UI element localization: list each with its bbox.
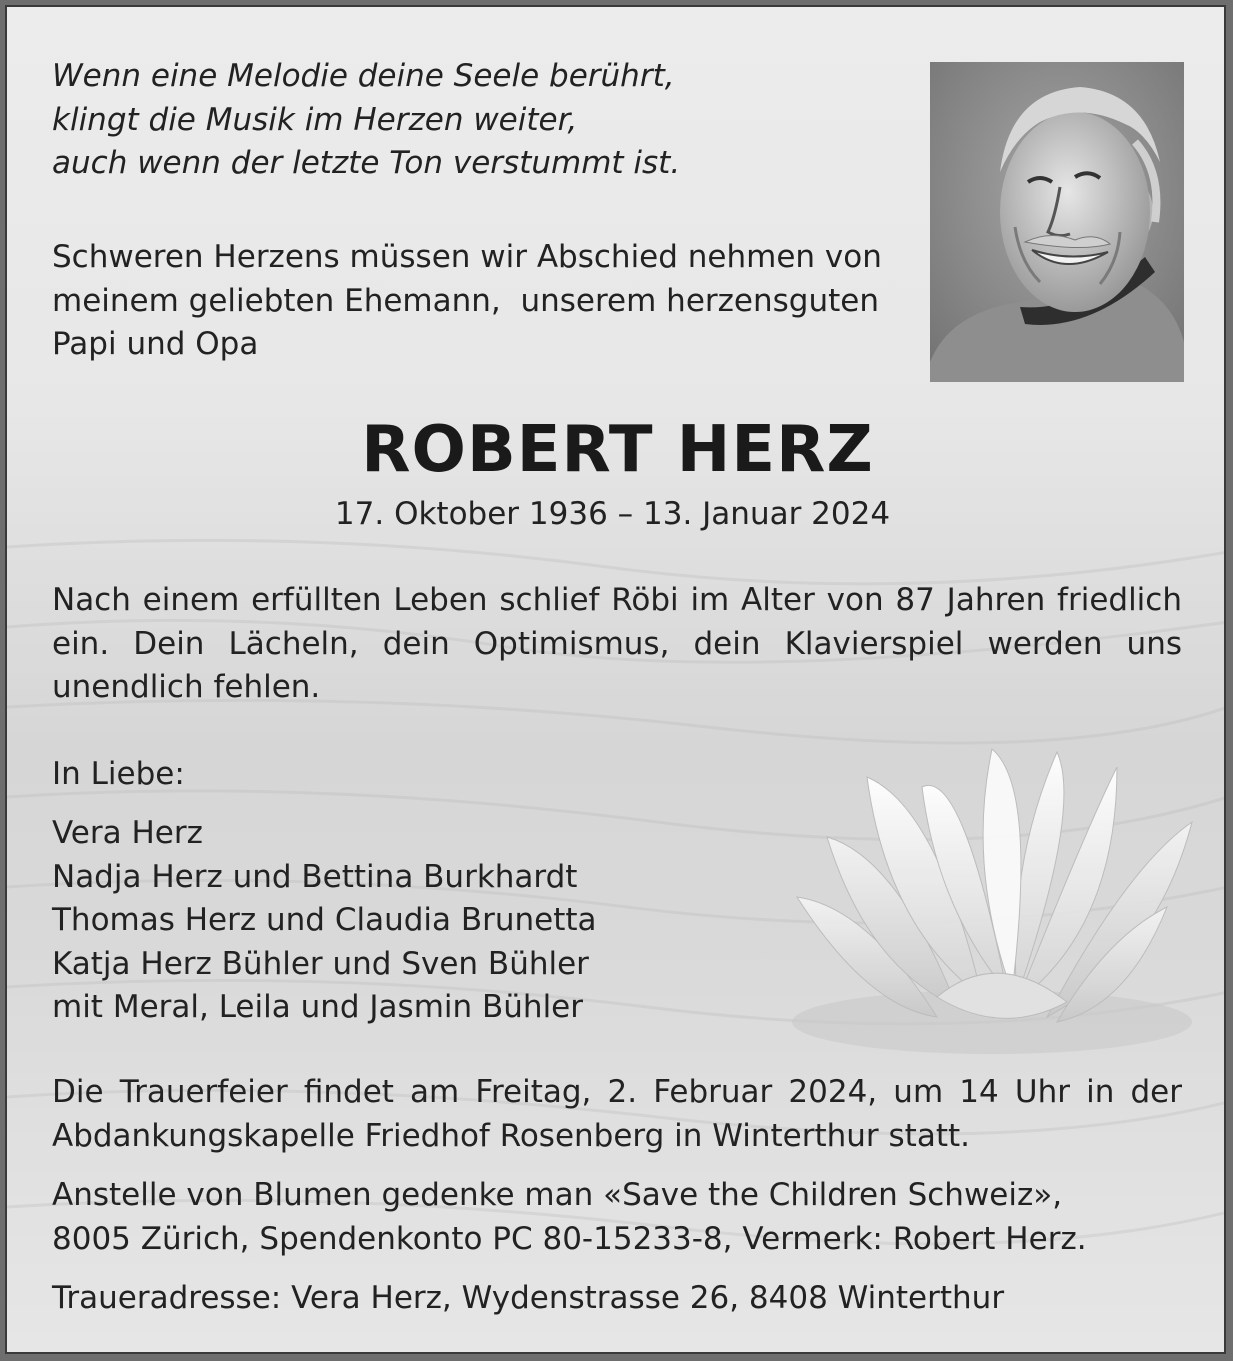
list-item: Thomas Herz und Claudia Brunetta bbox=[52, 902, 597, 938]
intro-line: meinem geliebten Ehemann, unserem herzensguten bbox=[52, 282, 879, 319]
poem-line: klingt die Musik im Herzen weiter, bbox=[52, 101, 578, 138]
obituary-card bbox=[5, 5, 1226, 1354]
deceased-name: ROBERT HERZ bbox=[361, 413, 874, 487]
farewell-paragraph: Nach einem erfüllten Leben schlief Röbi im Alter von 87 Jahren friedlich ein. Dein Lächeln, dein Optimismus, dein Klavierspiel werden uns unendlich fehlen. bbox=[52, 582, 1182, 705]
donation-paragraph bbox=[52, 1174, 1087, 1261]
list-item: Katja Herz Bühler und Sven Bühler bbox=[52, 945, 589, 982]
portrait-photo bbox=[930, 62, 1184, 382]
intro-text bbox=[52, 236, 882, 367]
ceremony-paragraph: Die Trauerfeier findet am Freitag, 2. Februar 2024, um 14 Uhr in der Abdankungskapelle Friedhof Rosenberg in Winterthur statt. bbox=[52, 1074, 1182, 1154]
donation-line: 8005 Zürich, Spendenkonto PC 80-15233-8, Vermerk: Robert Herz. bbox=[52, 1220, 1087, 1257]
list-item: Nadja Herz und Bettina Burkhardt bbox=[52, 858, 578, 895]
intro-line: Papi und Opa bbox=[52, 326, 259, 362]
family-list bbox=[52, 812, 597, 1030]
in-liebe-label: In Liebe: bbox=[52, 756, 185, 792]
intro-line: Schweren Herzens müssen wir Abschied nehmen von bbox=[52, 239, 882, 275]
lotus-flower-icon bbox=[792, 749, 1192, 1054]
poem-line: Wenn eine Melodie deine Seele berührt, bbox=[52, 58, 675, 94]
poem-line: auch wenn der letzte Ton verstummt ist. bbox=[52, 145, 681, 181]
poem bbox=[52, 55, 680, 186]
mourning-address: Traueradresse: Vera Herz, Wydenstrasse 26, 8408 Winterthur bbox=[52, 1280, 1005, 1316]
donation-line: Anstelle von Blumen gedenke man «Save the Children Schweiz», bbox=[52, 1177, 1063, 1213]
list-item: mit Meral, Leila und Jasmin Bühler bbox=[52, 989, 583, 1025]
list-item: Vera Herz bbox=[52, 815, 203, 851]
life-dates: 17. Oktober 1936 – 13. Januar 2024 bbox=[334, 496, 891, 532]
